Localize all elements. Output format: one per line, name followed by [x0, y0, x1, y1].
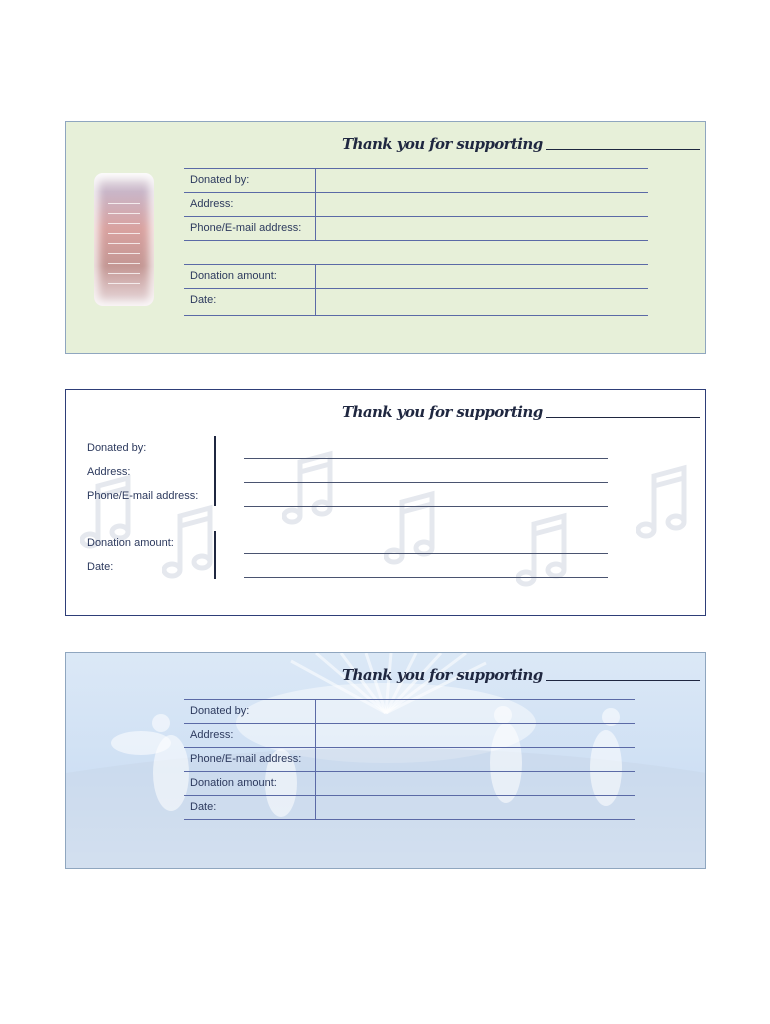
- donated-by-row: [184, 700, 635, 724]
- phone-email-row: [184, 217, 648, 241]
- donated-by-label: Donated by:: [87, 442, 147, 454]
- card-title-text: Thank you for supporting: [342, 403, 543, 421]
- supporting-fill-line[interactable]: [546, 149, 700, 150]
- address-field[interactable]: [315, 724, 635, 747]
- card-title-text: Thank you for supporting: [342, 135, 543, 153]
- music-note-icon: [516, 510, 572, 592]
- donation-amount-label: Donation amount:: [190, 777, 277, 789]
- donation-form: [184, 168, 648, 316]
- phone-email-label: Phone/E-mail address:: [190, 222, 302, 234]
- music-note-icon: [636, 462, 692, 544]
- address-label: Address:: [190, 729, 234, 741]
- donated-by-line[interactable]: [244, 458, 608, 459]
- donation-amount-row: [184, 265, 648, 289]
- donated-by-row: [184, 169, 648, 193]
- phone-email-field[interactable]: [315, 748, 635, 771]
- phone-email-label: Phone/E-mail address:: [87, 490, 199, 502]
- card-title: [342, 403, 700, 421]
- donation-amount-field[interactable]: [315, 772, 635, 795]
- donation-amount-row: [184, 772, 635, 796]
- date-row: [184, 289, 648, 316]
- phone-email-label: Phone/E-mail address:: [190, 753, 302, 765]
- address-label: Address:: [190, 198, 234, 210]
- donation-card-2: [65, 389, 706, 616]
- date-label: Date:: [190, 801, 217, 813]
- spacer-field[interactable]: [315, 241, 648, 264]
- donated-by-label: Donated by:: [190, 174, 250, 186]
- address-label: Address:: [87, 466, 131, 478]
- date-field[interactable]: [315, 796, 635, 819]
- address-field[interactable]: [315, 193, 648, 216]
- date-line[interactable]: [244, 577, 608, 578]
- date-label: Date:: [190, 294, 217, 306]
- staircase-photo: [94, 173, 154, 306]
- label-divider: [214, 436, 216, 506]
- supporting-fill-line[interactable]: [546, 417, 700, 418]
- address-row: [184, 724, 635, 748]
- card-title: [342, 666, 700, 684]
- donation-form: [184, 699, 635, 820]
- donation-amount-line[interactable]: [244, 553, 608, 554]
- spacer-row: [184, 241, 648, 265]
- supporting-fill-line[interactable]: [546, 680, 700, 681]
- date-field[interactable]: [315, 289, 648, 315]
- donated-by-field[interactable]: [315, 700, 635, 723]
- card-title: [342, 135, 700, 153]
- donation-card-3: [65, 652, 706, 869]
- phone-email-line[interactable]: [244, 506, 608, 507]
- donated-by-label: Donated by:: [190, 705, 250, 717]
- donation-amount-label: Donation amount:: [87, 537, 174, 549]
- address-row: [184, 193, 648, 217]
- label-divider: [214, 531, 216, 579]
- phone-email-field[interactable]: [315, 217, 648, 240]
- donation-card-1: [65, 121, 706, 354]
- donation-amount-label: Donation amount:: [190, 270, 277, 282]
- music-note-icon: [384, 488, 440, 570]
- music-note-icon: [282, 448, 338, 530]
- phone-email-row: [184, 748, 635, 772]
- date-label: Date:: [87, 561, 114, 573]
- donated-by-field[interactable]: [315, 169, 648, 192]
- address-line[interactable]: [244, 482, 608, 483]
- donation-amount-field[interactable]: [315, 265, 648, 288]
- card-title-text: Thank you for supporting: [342, 666, 543, 684]
- date-row: [184, 796, 635, 820]
